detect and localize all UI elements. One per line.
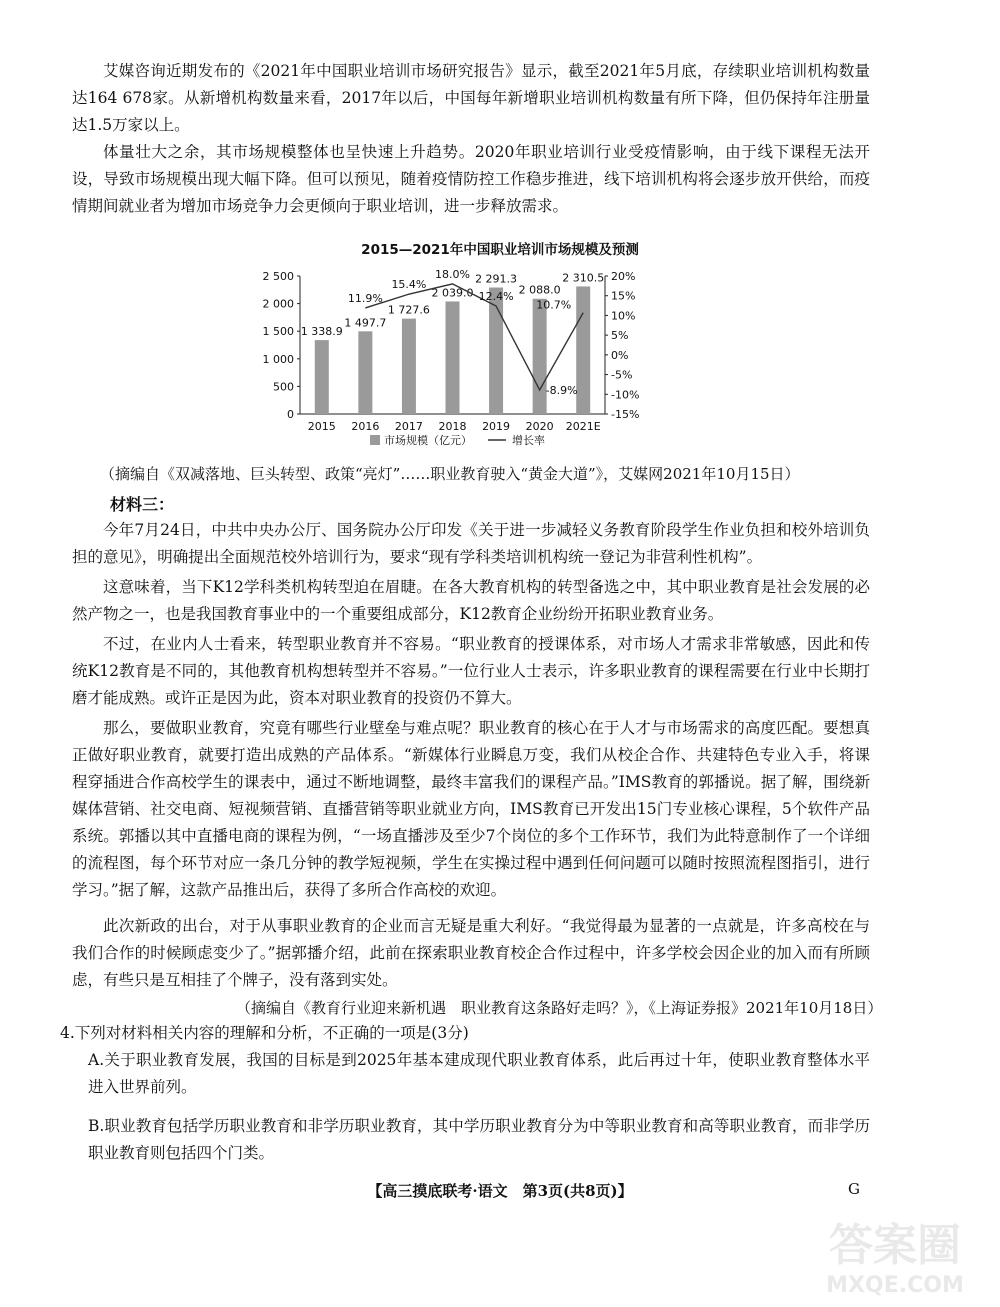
x-tick-label: 2018	[438, 420, 467, 433]
footer-code: G	[848, 1180, 860, 1198]
right-tick-label: 0%	[611, 348, 629, 362]
market-size-chart	[250, 258, 670, 458]
bar-value-label: 1 497.7	[344, 316, 387, 330]
left-tick-label: 2 000	[262, 297, 294, 311]
option-b: B.职业教育包括学历职业教育和非学历职业教育，其中学历职业教育分为中等职业教育和高等职业教育，而非学历职业教育则包括四个门类。	[88, 1117, 870, 1162]
m3-paragraph-2: 这意味着，当下K12学科类机构转型迫在眉睫。在各大教育机构的转型备选之中，其中职业教育是社会发展的必然产物之一，也是我国教育事业中的一个重要组成部分，K12教育企业纷纷开拓职业教育业务。	[72, 578, 870, 623]
right-tick-label: -5%	[611, 368, 633, 382]
bar	[358, 331, 372, 414]
page-footer: 【高三摸底联考·语文 第3页(共8页)】	[367, 1182, 633, 1200]
right-tick-label: 10%	[611, 309, 636, 323]
bar-value-label: 1 338.9	[300, 325, 343, 339]
svg-text:MXQE.COM: MXQE.COM	[826, 1273, 964, 1298]
paragraph-2: 体量壮大之余，其市场规模整体也呈快速上升趋势。2020年职业培训行业受疫情影响，由于线下课程无法开设，导致市场规模出现大幅下降。但可以预见，随着疫情防控工作稳步推进，线下培训机构将会逐步放开供给，而疫情期间就业者为增加市场竞争力会更倾向于职业培训，进一步释放需求。	[72, 143, 870, 215]
m3-paragraph-3: 不过，在业内人士看来，转型职业教育并不容易。“职业教育的授课体系，对市场人才需求非常敏感，因此和传统K12教育是不同的，其他教育机构想转型并不容易。”一位行业人士表示，许多职业教育的课程需要在行业中长期打磨才能成熟。或许正是因为此，资本对职业教育的投资仍不算大。	[72, 635, 870, 707]
growth-rate-label: -8.9%	[545, 383, 578, 397]
x-tick-label: 2016	[351, 420, 380, 433]
bar-value-label: 2 291.3	[475, 272, 518, 286]
question-4: 4.下列对材料相关内容的理解和分析，不正确的一项是(3分)	[60, 1024, 469, 1042]
watermark-logo	[800, 1210, 990, 1300]
chart-source: （摘编自《双减落地、巨头转型、政策“亮灯”……职业教育驶入“黄金大道”》，艾媒网2021年10月15日）	[100, 465, 800, 483]
m3-paragraph-5: 此次新政的出台，对于从事职业教育的企业而言无疑是重大利好。“我觉得最为显著的一点就是，许多高校在与我们合作的时候顾虑变少了。”据郭播介绍，此前在探索职业教育校企合作过程中，许多学校会因企业的加入而有所顾虑，有些只是互相挂了个牌子，没有落到实处。	[72, 917, 870, 989]
x-tick-label: 2019	[482, 420, 511, 433]
growth-rate-label: 18.0%	[435, 267, 470, 281]
right-tick-label: 15%	[611, 289, 636, 303]
left-tick-label: 0	[287, 408, 294, 421]
growth-rate-label: 15.4%	[391, 278, 427, 292]
left-tick-label: 1 000	[262, 352, 294, 366]
left-tick-label: 1 500	[262, 325, 294, 339]
right-tick-label: 20%	[611, 270, 636, 283]
left-tick-label: 2 500	[262, 270, 294, 283]
legend-line-label: 增长率	[512, 434, 545, 447]
legend-bar-swatch	[370, 435, 380, 445]
left-tick-label: 500	[273, 380, 294, 394]
bar	[576, 286, 590, 414]
svg-text:答案圈: 答案圈	[829, 1220, 961, 1271]
bar-value-label: 2 310.5	[562, 271, 605, 285]
growth-rate-label: 10.7%	[536, 298, 572, 312]
right-tick-label: 5%	[611, 329, 629, 343]
bar	[446, 301, 460, 414]
x-tick-label: 2017	[394, 420, 423, 433]
bar-value-label: 2 039.0	[431, 286, 474, 300]
bar-value-label: 2 088.0	[518, 283, 561, 297]
growth-rate-label: 12.4%	[478, 289, 514, 303]
legend-bar-label: 市场规模（亿元）	[384, 434, 472, 447]
growth-rate-label: 11.9%	[347, 291, 383, 305]
paragraph-1: 艾媒咨询近期发布的《2021年中国职业培训市场研究报告》显示，截至2021年5月底，存续职业培训机构数量达164 678家。从新增机构数量来看，2017年以后，中国每年新增职业培训机构数量有所下降，但仍保持年注册量达1.5万家以上。	[72, 62, 870, 134]
x-tick-label: 2020	[525, 420, 554, 433]
bar-value-label: 1 727.6	[387, 303, 430, 317]
x-tick-label: 2015	[307, 420, 336, 433]
right-tick-label: -10%	[611, 388, 640, 402]
m3-source: （摘编自《教育行业迎来新机遇 职业教育这条路好走吗？》，《上海证券报》2021年10月18日）	[236, 999, 883, 1017]
m3-paragraph-1: 今年7月24日，中共中央办公厅、国务院办公厅印发《关于进一步减轻义务教育阶段学生作业负担和校外培训负担的意见》，明确提出全面规范校外培训行为，要求“现有学科类培训机构统一登记为非营利性机构”。	[72, 521, 870, 566]
bar	[402, 319, 416, 414]
x-tick-label: 2021E	[565, 420, 601, 433]
chart-title: 2015—2021年中国职业培训市场规模及预测	[361, 242, 639, 258]
right-tick-label: -15%	[611, 408, 640, 421]
option-a: A.关于职业教育发展，我国的目标是到2025年基本建成现代职业教育体系，此后再过十年，使职业教育整体水平进入世界前列。	[88, 1051, 870, 1096]
bar	[315, 340, 329, 414]
bar	[533, 299, 547, 414]
m3-paragraph-4: 那么，要做职业教育，究竟有哪些行业壁垒与难点呢？职业教育的核心在于人才与市场需求的高度匹配。要想真正做好职业教育，就要打造出成熟的产品体系。“新媒体行业瞬息万变，我们从校企合作、共建特色专业入手，将课程穿插进合作高校学生的课表中，通过不断地调整，最终丰富我们的课程产品。”IMS教育的郭播说。据了解，围绕新媒体营销、社交电商、短视频营销、直播营销等职业就业方向，IMS教育已开发出15门专业核心课程，5个软件产品系统。郭播以其中直播电商的课程为例，“一场直播涉及至少7个岗位的多个工作环节，我们为此特意制作了一个详细的流程图，每个环节对应一条几分钟的教学短视频，学生在实操过程中遇到任何问题可以随时按照流程图指引，进行学习。”据了解，这款产品推出后，获得了多所合作高校的欢迎。	[72, 719, 870, 899]
material-heading: 材料三：	[110, 495, 175, 514]
